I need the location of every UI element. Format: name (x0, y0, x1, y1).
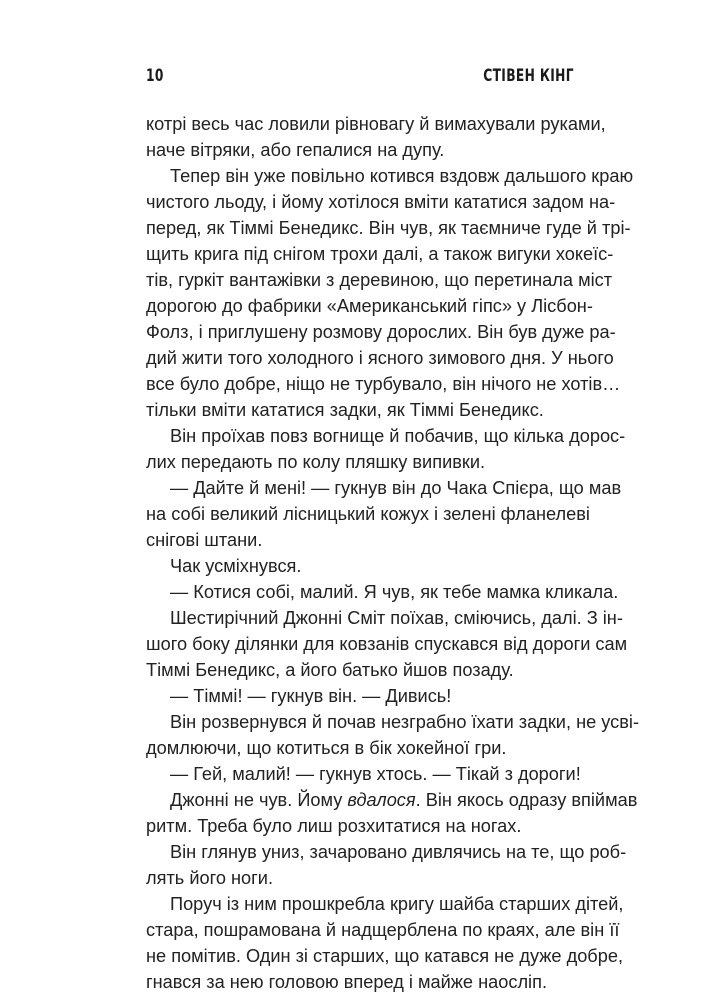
text-line: щить крига під снігом трохи далі, а також вигуки хокеїс- (146, 244, 614, 264)
body-text (146, 111, 640, 995)
text-line: котрі весь час ловили рівновагу й вимахували руками, (146, 114, 606, 134)
text-line: шого боку ділянки для ковзанів спускався від дороги сам (146, 634, 628, 654)
text-line: лих передають по колу пляшку випивки. (146, 452, 486, 472)
text-line: тільки вміти кататися задки, як Тіммі Бенедикс. (146, 400, 544, 420)
text-line: Джонні не чув. Йому вдалося. Він якось одразу впіймав (170, 790, 638, 810)
text-line: дорогою до фабрики «Американський гіпс» у Лісбон- (146, 296, 593, 316)
page-header (146, 66, 574, 92)
text-line: стара, пошрамована й надщерблена по краях, але він її (146, 920, 620, 940)
text-line: дий жити того холодного і ясного зимового дня. У нього (146, 348, 614, 368)
text-line: гнався за нею головою вперед і майже наосліп. (146, 972, 548, 992)
text-line: — Котися собі, малий. Я чув, як тебе мамка кликала. (170, 582, 619, 602)
text-line: Фолз, і приглушену розмову дорослих. Він був дуже ра- (146, 322, 616, 342)
text-line: все було добре, ніщо не турбувало, він нічого не хотів… (146, 374, 621, 394)
text-line: перед, як Тіммі Бенедикс. Він чув, як таємниче гуде й трі- (146, 218, 631, 238)
text-line: Шестирічний Джонні Сміт поїхав, сміючись, далі. З ін- (170, 608, 623, 628)
running-head-author: СТІВЕН КІНГ (483, 66, 574, 86)
text-line: на собі великий лісницький кожух і зелені фланелеві (146, 504, 590, 524)
text-line: тів, гуркіт вантажівки з деревиною, що перетинала міст (146, 270, 613, 290)
text-line: ритм. Треба було лиш розхитатися на ногах. (146, 816, 522, 836)
text-line: Він розвернувся й почав незграбно їхати задки, не усві- (170, 712, 640, 732)
page-number: 10 (146, 66, 164, 86)
text-line: не помітив. Один зі старших, що катався не дуже добре, (146, 946, 624, 966)
text-line: наче вітряки, або гепалися на дупу. (146, 140, 445, 160)
text-line: Чак усміхнувся. (170, 556, 302, 576)
text-line: — Тіммі! — гукнув він. — Дивись! (170, 686, 452, 706)
text-line: домлюючи, що котиться в бік хокейної гри. (146, 738, 507, 758)
text-line: снігові штани. (146, 530, 263, 550)
text-line: — Дайте й мені! — гукнув він до Чака Спієра, що мав (170, 478, 622, 498)
text-line: Тіммі Бенедикс, а його батько йшов позаду. (146, 660, 514, 680)
text-line: Він глянув униз, зачаровано дивлячись на те, що роб- (170, 842, 627, 862)
text-line: чистого льоду, і йому хотілося вміти кататися задом на- (146, 192, 616, 212)
text-line: — Гей, малий! — гукнув хтось. — Тікай з дороги! (170, 764, 581, 784)
text-line: лять його ноги. (146, 868, 274, 888)
text-line: Поруч із ним прошкребла кригу шайба старших дітей, (170, 894, 624, 914)
text-line: Він проїхав повз вогнище й побачив, що кілька дорос- (170, 426, 626, 446)
text-line: Тепер він уже повільно котився вздовж дальшого краю (170, 166, 634, 186)
emphasis: вдалося (347, 790, 416, 810)
